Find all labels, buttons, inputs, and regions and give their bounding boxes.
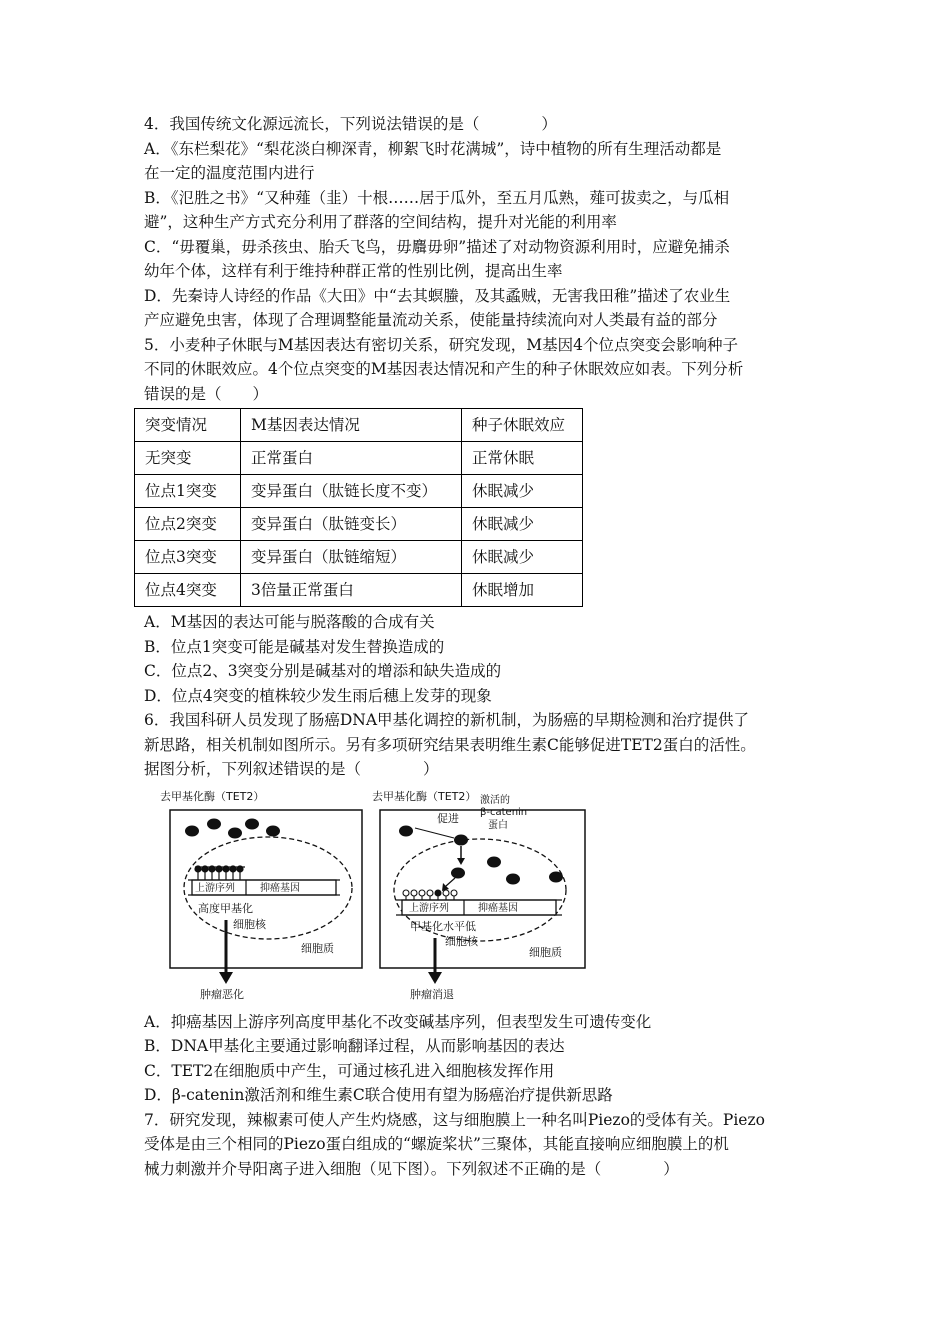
q6-option-d: D．β-catenin激活剂和维生素C联合使用有望为肠癌治疗提供新思路 <box>144 1086 613 1104</box>
right-result-arrow <box>428 938 442 984</box>
q5-option-c: C．位点2、3突变分别是碱基对的增添和缺失造成的 <box>144 662 502 680</box>
table-cell: 位点1突变 <box>135 475 241 508</box>
table-row <box>135 508 583 541</box>
table-cell: 正常休眠 <box>462 442 583 475</box>
q7-stem: 7．研究发现，辣椒素可使人产生灼烧感，这与细胞膜上一种名叫Piezo的受体有关。Piezo <box>144 1110 765 1129</box>
table-cell: 休眠减少 <box>462 475 583 508</box>
tumor-regress-label: 肿瘤消退 <box>410 987 454 1000</box>
low-methylation-label: 甲基化水平低 <box>410 919 476 933</box>
q5-option-d: D．位点4突变的植株较少发生雨后穗上发芽的现象 <box>144 686 492 705</box>
tumor-worsen-label: 肿瘤恶化 <box>200 987 244 1000</box>
table-cell: 变异蛋白（肽链变长） <box>241 508 462 541</box>
left-enzyme-label: 去甲基化酶（TET2） <box>160 789 265 803</box>
promote-line <box>415 828 454 838</box>
q5-stem-line3: 错误的是（ ） <box>144 384 269 403</box>
left-result-arrow <box>219 920 233 984</box>
q5-option-a: A．M基因的表达可能与脱落酸的合成有关 <box>144 613 435 631</box>
left-nucleus-label: 细胞核 <box>233 917 266 931</box>
methyl-group-markers-left <box>195 866 245 880</box>
beta-catenin-label: β-catenin <box>480 806 528 818</box>
exam-page <box>144 112 824 1181</box>
table-cell: 位点3突变 <box>135 541 241 574</box>
q5-stem: 5．小麦种子休眠与M基因表达有密切关系，研究发现，M基因4个位点突变会影响种子 <box>144 335 738 354</box>
table-row <box>135 475 583 508</box>
q4-option-c-cont: 幼年个体，这样有利于维持种群正常的性别比例，提高出生率 <box>144 262 563 280</box>
q4-option-b: B．《氾胜之书》“又种薤（韭）十根……居于瓜外，至五月瓜熟，薤可拔卖之，与瓜相 <box>144 188 730 207</box>
q4-stem: 4．我国传统文化源远流长，下列说法错误的是（ ） <box>144 115 557 133</box>
right-cytoplasm-label: 细胞质 <box>529 945 562 959</box>
table-cell: 位点4突变 <box>135 574 241 607</box>
q7-stem-line3: 械力刺激并介导阳离子进入细胞（见下图）。下列叙述不正确的是（ ） <box>144 1159 679 1178</box>
tet2-enzyme-dots-left <box>185 818 280 838</box>
tet2-enzyme-dot-right <box>399 825 413 836</box>
table-cell: 休眠增加 <box>462 574 583 607</box>
table-header-row <box>135 409 583 442</box>
q4-option-d: D．先秦诗人诗经的作品《大田》中“去其螟螣，及其蟊贼，无害我田稚”描述了农业生 <box>144 286 731 305</box>
q4-option-b-cont: 避”，这种生产方式充分利用了群落的空间结构，提升对光能的利用率 <box>144 213 617 231</box>
q6-stem-line3: 据图分析，下列叙述错误的是（ ） <box>144 760 439 778</box>
q6-stem: 6．我国科研人员发现了肠癌DNA甲基化调控的新机制，为肠癌的早期检测和治疗提供了 <box>144 711 750 729</box>
q5-option-b: B．位点1突变可能是碱基对发生替换造成的 <box>144 637 445 656</box>
right-enzyme-label: 去甲基化酶（TET2） <box>372 789 477 803</box>
left-cytoplasm-label: 细胞质 <box>301 941 334 955</box>
q6-option-a: A．抑癌基因上游序列高度甲基化不改变碱基序列，但表型发生可遗传变化 <box>144 1012 652 1031</box>
table-cell: 休眠减少 <box>462 541 583 574</box>
activated-label: 激活的 <box>480 794 510 806</box>
q6-stem-line2: 新思路，相关机制如图所示。另有多项研究结果表明维生素C能够促进TET2蛋白的活性。 <box>144 735 756 754</box>
q4-option-c: C．“毋覆巢，毋杀孩虫、胎夭飞鸟，毋麛毋卵”描述了对动物资源利用时，应避免捕杀 <box>144 237 730 256</box>
table-cell: 无突变 <box>135 442 241 475</box>
q6-option-c: C．TET2在细胞质中产生，可通过核孔进入细胞核发挥作用 <box>144 1061 555 1080</box>
table-header: 突变情况 <box>135 409 241 442</box>
protein-label: 蛋白 <box>488 819 508 831</box>
table-cell: 变异蛋白（肽链长度不变） <box>241 475 462 508</box>
q4-option-a-cont: 在一定的温度范围内进行 <box>144 164 315 182</box>
table-cell: 变异蛋白（肽链缩短） <box>241 541 462 574</box>
right-suppressor-label: 抑癌基因 <box>478 902 518 914</box>
q4-option-d-cont: 产应避免虫害，体现了合理调整能量流动关系，使能量持续流向对人类最有益的部分 <box>144 311 718 329</box>
tet2-enzyme-dots-nucleus <box>451 856 563 884</box>
left-suppressor-label: 抑癌基因 <box>260 882 300 894</box>
table-cell: 3倍量正常蛋白 <box>241 574 462 607</box>
table-row <box>135 541 583 574</box>
high-methylation-label: 高度甲基化 <box>198 901 253 915</box>
table-cell: 正常蛋白 <box>241 442 462 475</box>
q7-stem-line2: 受体是由三个相同的Piezo蛋白组成的“螺旋桨状”三聚体，其能直接响应细胞膜上的机 <box>144 1135 729 1153</box>
q4-option-a: A．《东栏梨花》“梨花淡白柳深青，柳絮飞时花满城”，诗中植物的所有生理活动都是 <box>144 139 722 158</box>
promote-label: 促进 <box>437 811 459 825</box>
demethylated-markers-right <box>403 890 457 900</box>
table-row <box>135 442 583 475</box>
table-cell: 休眠减少 <box>462 508 583 541</box>
table-header: 种子休眠效应 <box>462 409 583 442</box>
table-header: M基因表达情况 <box>241 409 462 442</box>
right-nucleus-label: 细胞核 <box>445 934 478 948</box>
table-cell: 位点2突变 <box>135 508 241 541</box>
q5-stem-line2: 不同的休眠效应。4个位点突变的M基因表达情况和产生的种子休眠效应如表。下列分析 <box>144 360 744 378</box>
mutation-table <box>134 408 583 607</box>
q6-option-b: B．DNA甲基化主要通过影响翻译过程，从而影响基因的表达 <box>144 1037 565 1055</box>
table-row <box>135 574 583 607</box>
right-upstream-label: 上游序列 <box>409 902 449 914</box>
methylation-diagram <box>158 788 588 1000</box>
left-upstream-label: 上游序列 <box>195 882 235 894</box>
